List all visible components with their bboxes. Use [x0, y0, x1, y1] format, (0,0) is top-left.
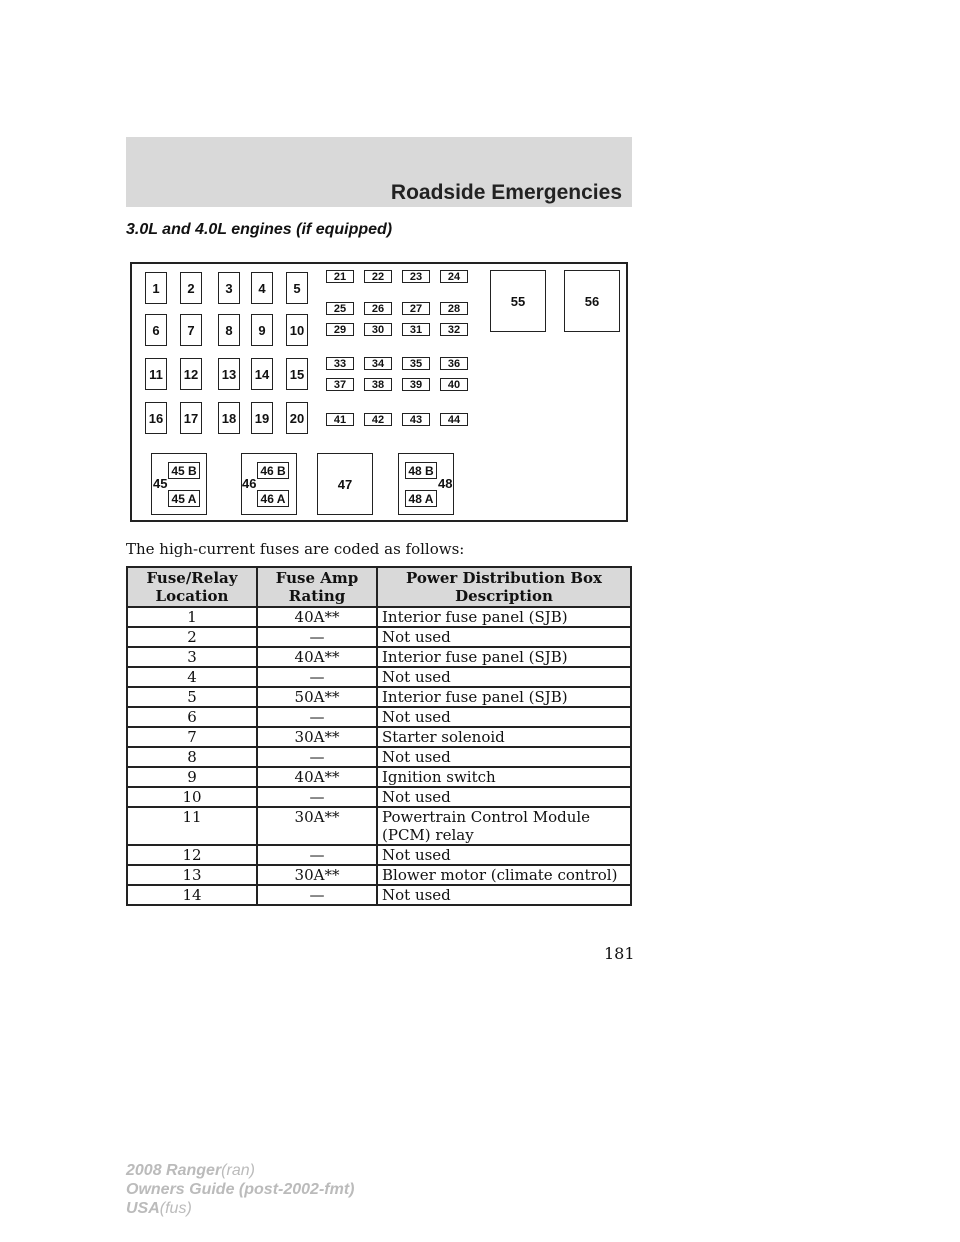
cell-rating: 30A**	[257, 865, 377, 885]
fuse-38: 38	[364, 378, 392, 391]
fuse-32: 32	[440, 323, 468, 336]
cell-location: 5	[127, 687, 257, 707]
cell-rating: 30A**	[257, 727, 377, 747]
fuse-4: 4	[251, 272, 273, 304]
fuse-34: 34	[364, 357, 392, 370]
relay-45b: 45 B	[168, 462, 200, 479]
cell-description: Starter solenoid	[377, 727, 631, 747]
cell-rating: 50A**	[257, 687, 377, 707]
fuse-3: 3	[218, 272, 240, 304]
fuse-21: 21	[326, 270, 354, 283]
fuse-22: 22	[364, 270, 392, 283]
cell-rating: —	[257, 845, 377, 865]
table-row	[127, 767, 631, 787]
fuse-39: 39	[402, 378, 430, 391]
table-row	[127, 627, 631, 647]
fuse-25: 25	[326, 302, 354, 315]
relay-47: 47	[317, 453, 373, 515]
fuse-16: 16	[145, 402, 167, 434]
relay-48-label: 48	[438, 476, 453, 491]
fuse-1: 1	[145, 272, 167, 304]
cell-rating: —	[257, 667, 377, 687]
cell-location: 11	[127, 807, 257, 845]
fuse-28: 28	[440, 302, 468, 315]
cell-description: Not used	[377, 787, 631, 807]
footer-market: USA	[126, 1200, 160, 1217]
document-footer	[126, 1161, 354, 1218]
cell-location: 10	[127, 787, 257, 807]
fuse-15: 15	[286, 358, 308, 390]
table-row	[127, 865, 631, 885]
fuse-27: 27	[402, 302, 430, 315]
cell-location: 1	[127, 607, 257, 627]
footer-market-code: (fus)	[159, 1200, 192, 1217]
relay-45a: 45 A	[168, 490, 200, 507]
cell-rating: —	[257, 627, 377, 647]
cell-description: Blower motor (climate control)	[377, 865, 631, 885]
cell-location: 6	[127, 707, 257, 727]
relay-56: 56	[564, 270, 620, 332]
table-row	[127, 667, 631, 687]
table-row	[127, 747, 631, 767]
cell-location: 9	[127, 767, 257, 787]
footer-model-code: (ran)	[221, 1162, 255, 1179]
table-row	[127, 845, 631, 865]
fuse-5: 5	[286, 272, 308, 304]
cell-description: Ignition switch	[377, 767, 631, 787]
table-row	[127, 707, 631, 727]
fuse-44: 44	[440, 413, 468, 426]
footer-model: 2008 Ranger	[126, 1162, 222, 1179]
cell-description: Not used	[377, 747, 631, 767]
cell-description: Not used	[377, 627, 631, 647]
relay-46b: 46 B	[257, 462, 289, 479]
relay-48a: 48 A	[405, 490, 437, 507]
fuse-36: 36	[440, 357, 468, 370]
fuse-12: 12	[180, 358, 202, 390]
fuse-14: 14	[251, 358, 273, 390]
table-row	[127, 787, 631, 807]
cell-location: 14	[127, 885, 257, 905]
header-location: Fuse/Relay Location	[127, 567, 257, 607]
cell-description: Not used	[377, 885, 631, 905]
table-row	[127, 727, 631, 747]
fuse-31: 31	[402, 323, 430, 336]
fuse-23: 23	[402, 270, 430, 283]
cell-description: Interior fuse panel (SJB)	[377, 687, 631, 707]
section-title: Roadside Emergencies	[390, 181, 622, 204]
table-row	[127, 647, 631, 667]
cell-location: 7	[127, 727, 257, 747]
cell-rating: —	[257, 885, 377, 905]
cell-location: 12	[127, 845, 257, 865]
fuse-37: 37	[326, 378, 354, 391]
cell-description: Not used	[377, 667, 631, 687]
fuse-6: 6	[145, 314, 167, 346]
fuse-29: 29	[326, 323, 354, 336]
fuse-18: 18	[218, 402, 240, 434]
header-description: Power Distribution Box Description	[377, 567, 631, 607]
cell-rating: 40A**	[257, 767, 377, 787]
table-row	[127, 885, 631, 905]
fuse-9: 9	[251, 314, 273, 346]
fuse-24: 24	[440, 270, 468, 283]
table-row	[127, 687, 631, 707]
fuse-43: 43	[402, 413, 430, 426]
cell-rating: —	[257, 747, 377, 767]
cell-location: 13	[127, 865, 257, 885]
fuse-41: 41	[326, 413, 354, 426]
fuse-30: 30	[364, 323, 392, 336]
fuse-2: 2	[180, 272, 202, 304]
fuse-20: 20	[286, 402, 308, 434]
fuse-42: 42	[364, 413, 392, 426]
fuse-8: 8	[218, 314, 240, 346]
cell-rating: 40A**	[257, 647, 377, 667]
cell-description: Not used	[377, 707, 631, 727]
table-row	[127, 607, 631, 627]
fuse-35: 35	[402, 357, 430, 370]
fuse-17: 17	[180, 402, 202, 434]
intro-text: The high-current fuses are coded as follows:	[126, 540, 465, 558]
engine-subtitle: 3.0L and 4.0L engines (if equipped)	[126, 221, 393, 238]
table-row	[127, 807, 631, 845]
fuse-26: 26	[364, 302, 392, 315]
fuse-19: 19	[251, 402, 273, 434]
cell-location: 4	[127, 667, 257, 687]
fuse-33: 33	[326, 357, 354, 370]
relay-45-label: 45	[153, 476, 168, 491]
table-header-row	[127, 567, 631, 607]
page-number: 181	[604, 944, 635, 963]
cell-location: 8	[127, 747, 257, 767]
cell-rating: —	[257, 787, 377, 807]
fuse-11: 11	[145, 358, 167, 390]
relay-48b: 48 B	[405, 462, 437, 479]
cell-rating: 40A**	[257, 607, 377, 627]
relay-46a: 46 A	[257, 490, 289, 507]
cell-location: 3	[127, 647, 257, 667]
cell-description: Interior fuse panel (SJB)	[377, 647, 631, 667]
fuse-table	[126, 566, 632, 906]
cell-rating: 30A**	[257, 807, 377, 845]
fuse-13: 13	[218, 358, 240, 390]
fuse-7: 7	[180, 314, 202, 346]
cell-description: Not used	[377, 845, 631, 865]
cell-description: Powertrain Control Module (PCM) relay	[377, 807, 631, 845]
footer-guide: Owners Guide (post-2002-fmt)	[126, 1181, 355, 1198]
header-rating: Fuse Amp Rating	[257, 567, 377, 607]
cell-location: 2	[127, 627, 257, 647]
cell-description: Interior fuse panel (SJB)	[377, 607, 631, 627]
cell-rating: —	[257, 707, 377, 727]
fuse-box-diagram	[130, 262, 628, 522]
fuse-40: 40	[440, 378, 468, 391]
fuse-10: 10	[286, 314, 308, 346]
section-header	[126, 137, 632, 207]
relay-46-label: 46	[242, 476, 257, 491]
relay-55: 55	[490, 270, 546, 332]
